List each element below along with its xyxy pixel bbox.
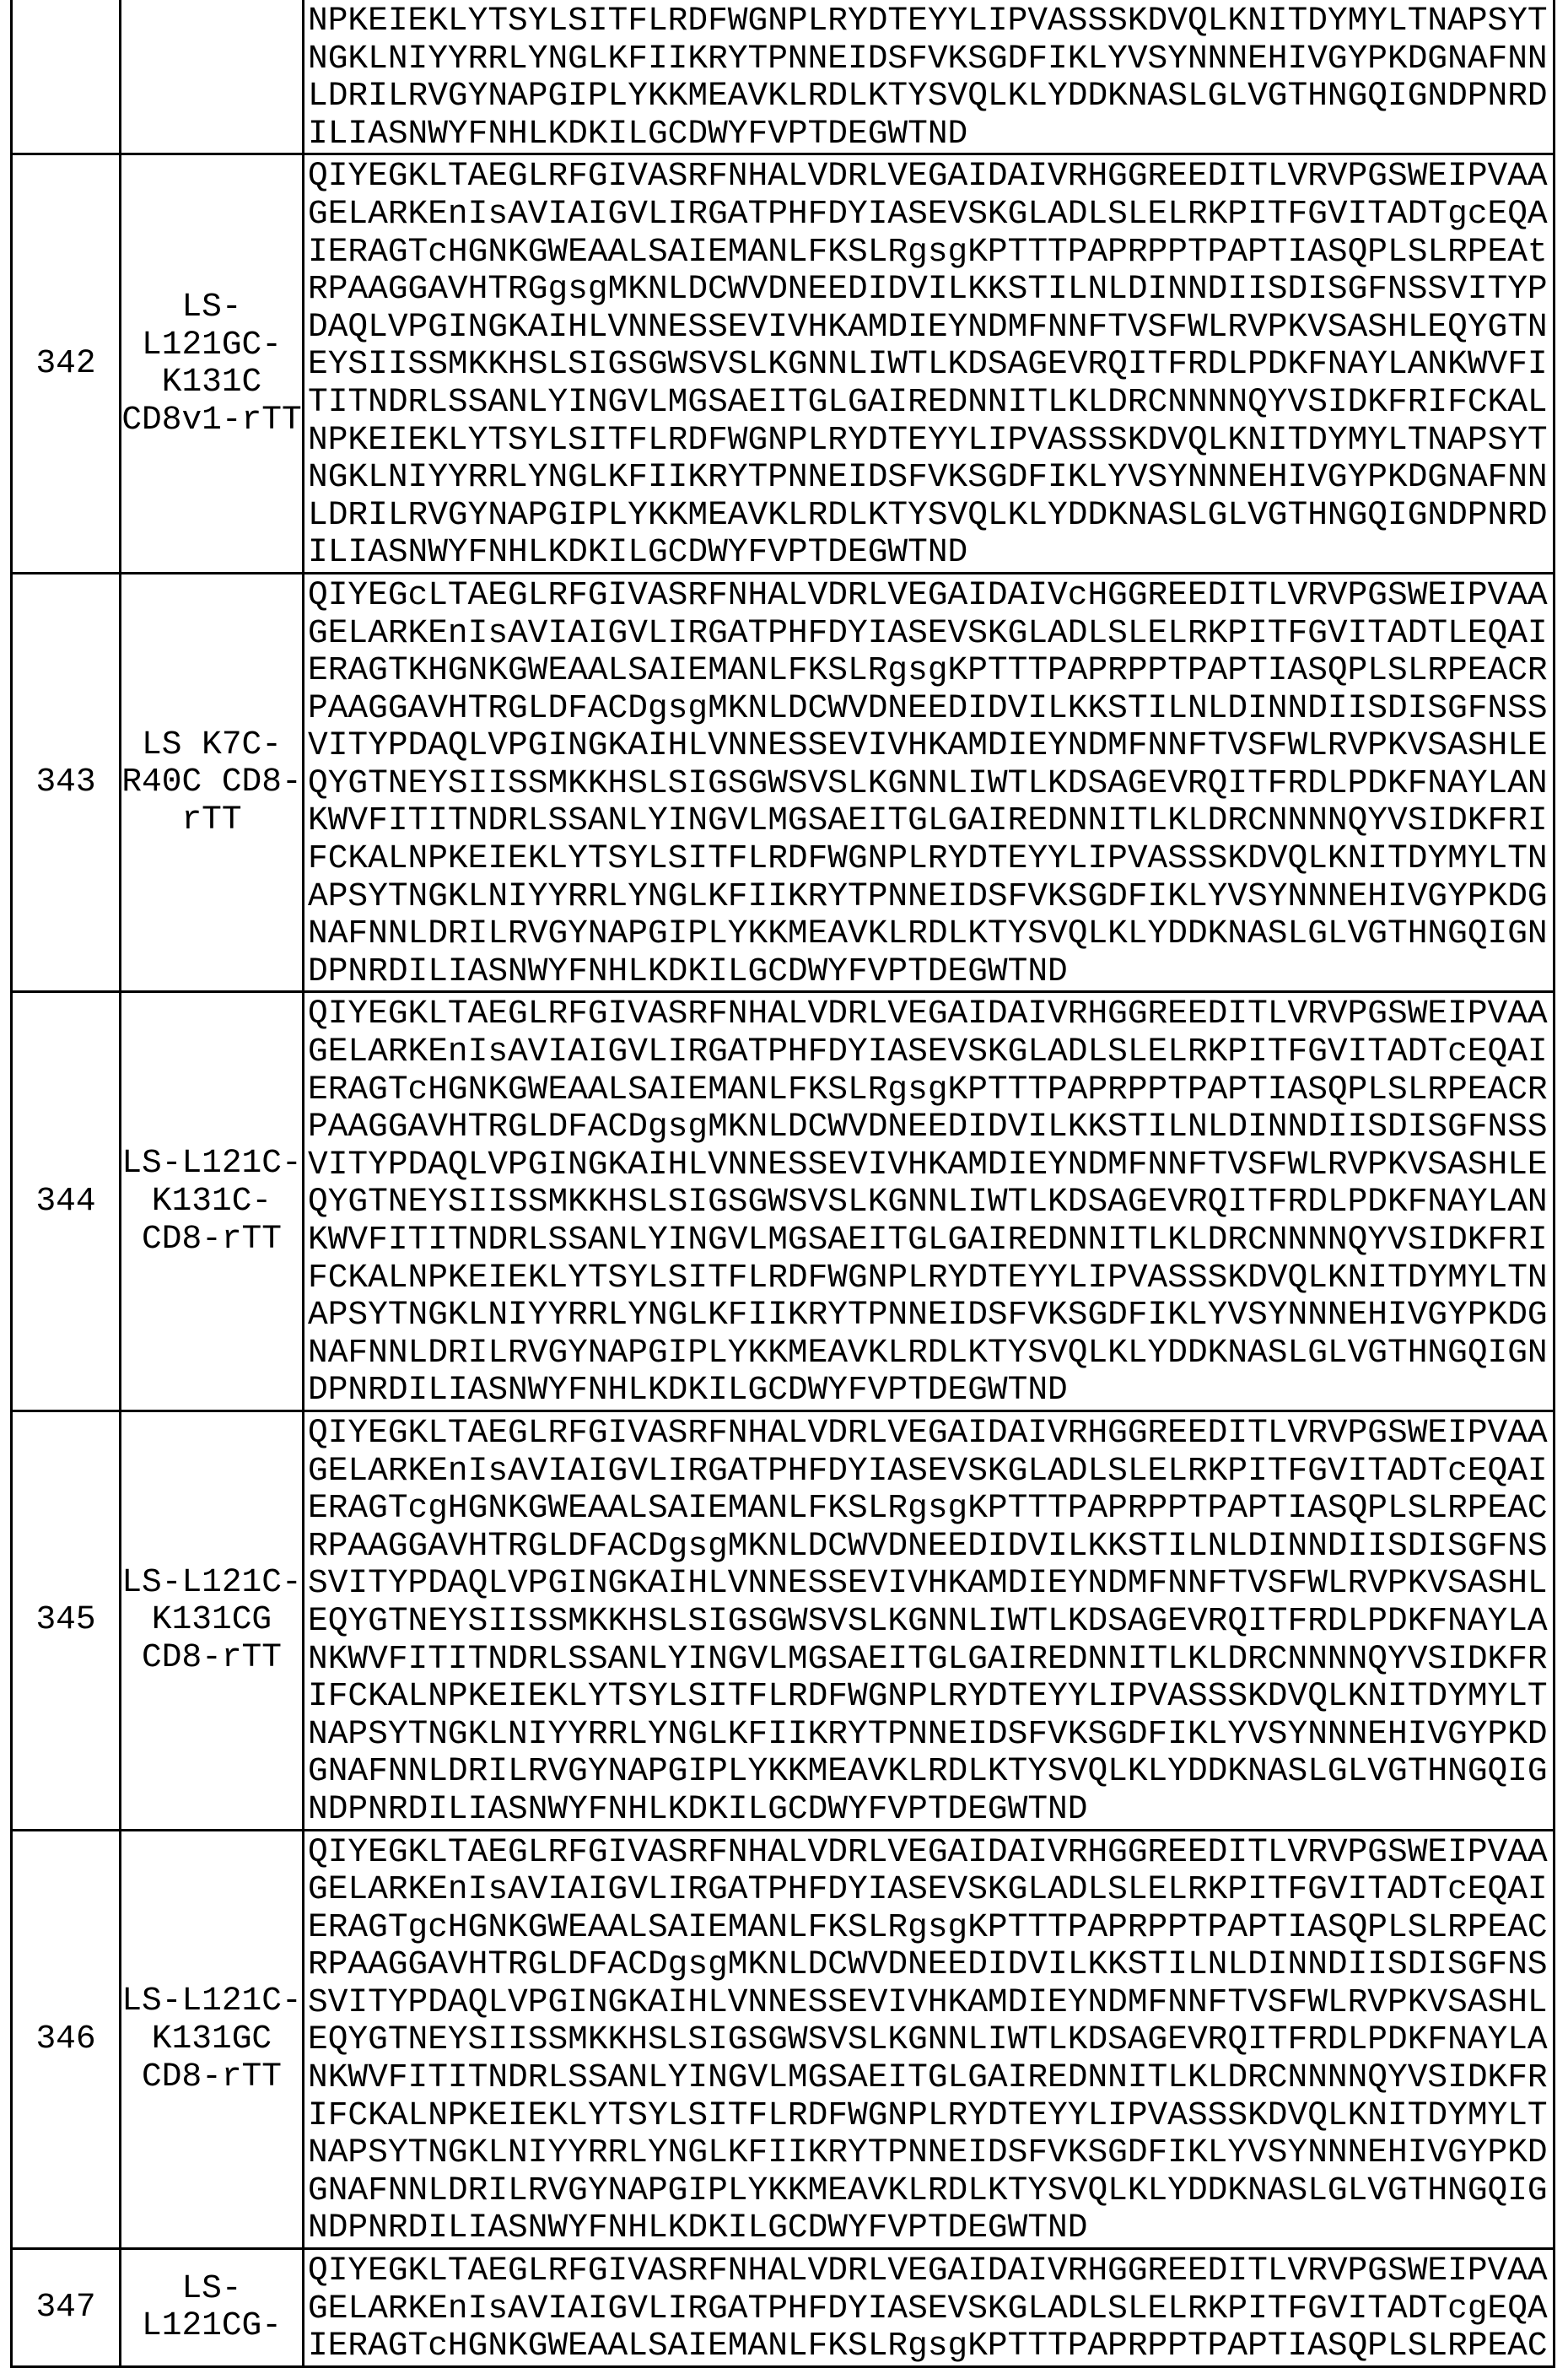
table-row [12,573,1555,992]
sequence-cell: QIYEGcLTAEGLRFGIVASRFNHALVDRLVEGAIDAIVcHGGREEDITLVRVPGSWEIPVAA GELARKEnIsAVIAIGVLIRGATPHFDYIASEVSKGLADLSLELRKPITFGVITADTLEQAI ERAGTKHGNKGWEAALSAIEMANLFKSLRgsgKPTTTPAPRPPTPAPTIASQPLSLRPEACR PAAGGAVHTRGLDFACDgsgMKNLDCWVDNEEDIDVILKKSTILNLDINNDIISDISGFNSS VITYPDAQLVPGINGKAIHLVNNESSEVIVHKAMDIEYNDMFNNFTVSFWLRVPKVSASHLE QYGTNEYSIISSMKKHSLSIGSGWSVSLKGNNLIWTLKDSAGEVRQITFRDLPDKFNAYLAN KWVFITITNDRLSSANLYINGVLMGSAEITGLGAIREDNNITLKLDRCNNNNQYVSIDKFRI FCKALNPKEIEKLYTSYLSITFLRDFWGNPLRYDTEYYLIPVASSSKDVQLKNITDYMYLTN APSYTNGKLNIYYRRLYNGLKFIIKRYTPNNEIDSFVKSGDFIKLYVSYNNNEHIVGYPKDG NAFNNLDRILRVGYNAPGIPLYKKMEAVKLRDLKTYSVQLKLYDDKNASLGLVGTHNGQIGN DPNRDILIASNWYFNHLKDKILGCDWYFVPTDEGWTND [304,573,1555,992]
sequence-cell: QIYEGKLTAEGLRFGIVASRFNHALVDRLVEGAIDAIVRHGGREEDITLVRVPGSWEIPVAA GELARKEnIsAVIAIGVLIRGATPHFDYIASEVSKGLADLSLELRKPITFGVITADTgcEQA IERAGTcHGNKGWEAALSAIEMANLFKSLRgsgKPTTTPAPRPPTPAPTIASQPLSLRPEAt RPAAGGAVHTRGgsgMKNLDCWVDNEEDIDVILKKSTILNLDINNDIISDISGFNSSVITYP DAQLVPGINGKAIHLVNNESSEVIVHKAMDIEYNDMFNNFTVSFWLRVPKVSASHLEQYGTN EYSIISSMKKHSLSIGSGWSVSLKGNNLIWTLKDSAGEVRQITFRDLPDKFNAYLANKWVFI TITNDRLSSANLYINGVLMGSAEITGLGAIREDNNITLKLDRCNNNNQYVSIDKFRIFCKAL NPKEIEKLYTSYLSITFLRDFWGNPLRYDTEYYLIPVASSSKDVQLKNITDYMYLTNAPSYT NGKLNIYYRRLYNGLKFIIKRYTPNNEIDSFVKSGDFIKLYVSYNNNEHIVGYPKDGNAFNN LDRILRVGYNAPGIPLYKKMEAVKLRDLKTYSVQLKLYDDKNASLGLVGTHNGQIGNDPNRD ILIASNWYFNHLKDKILGCDWYFVPTDEGWTND [304,154,1555,574]
sequence-cell: QIYEGKLTAEGLRFGIVASRFNHALVDRLVEGAIDAIVRHGGREEDITLVRVPGSWEIPVAA GELARKEnIsAVIAIGVLIRGATPHFDYIASEVSKGLADLSLELRKPITFGVITADTcEQAI ERAGTgcHGNKGWEAALSAIEMANLFKSLRgsgKPTTTPAPRPPTPAPTIASQPLSLRPEAC RPAAGGAVHTRGLDFACDgsgMKNLDCWVDNEEDIDVILKKSTILNLDINNDIISDISGFNS SVITYPDAQLVPGINGKAIHLVNNESSEVIVHKAMDIEYNDMFNNFTVSFWLRVPKVSASHL EQYGTNEYSIISSMKKHSLSIGSGWSVSLKGNNLIWTLKDSAGEVRQITFRDLPDKFNAYLA NKWVFITITNDRLSSANLYINGVLMGSAEITGLGAIREDNNITLKLDRCNNNNQYVSIDKFR IFCKALNPKEIEKLYTSYLSITFLRDFWGNPLRYDTEYYLIPVASSSKDVQLKNITDYMYLT NAPSYTNGKLNIYYRRLYNGLKFIIKRYTPNNEIDSFVKSGDFIKLYVSYNNNEHIVGYPKD GNAFNNLDRILRVGYNAPGIPLYKKMEAVKLRDLKTYSVQLKLYDDKNASLGLVGTHNGQIG NDPNRDILIASNWYFNHLKDKILGCDWYFVPTDEGWTND [304,1830,1555,2249]
sequence-id-cell: 345 [12,1411,121,1830]
construct-name-cell [121,0,304,154]
sequence-cell: QIYEGKLTAEGLRFGIVASRFNHALVDRLVEGAIDAIVRHGGREEDITLVRVPGSWEIPVAA GELARKEnIsAVIAIGVLIRGATPHFDYIASEVSKGLADLSLELRKPITFGVITADTcgEQA IERAGTcHGNKGWEAALSAIEMANLFKSLRgsgKPTTTPAPRPPTPAPTIASQPLSLRPEAC [304,2249,1555,2367]
construct-name-cell: LS-L121C- K131GC CD8-rTT [121,1830,304,2249]
construct-name-cell: LS- L121GC- K131C CD8v1-rTT [121,154,304,574]
table-row [12,2249,1555,2367]
construct-name-cell: LS-L121C- K131C- CD8-rTT [121,992,304,1411]
sequence-cell: QIYEGKLTAEGLRFGIVASRFNHALVDRLVEGAIDAIVRHGGREEDITLVRVPGSWEIPVAA GELARKEnIsAVIAIGVLIRGATPHFDYIASEVSKGLADLSLELRKPITFGVITADTcEQAI ERAGTcHGNKGWEAALSAIEMANLFKSLRgsgKPTTTPAPRPPTPAPTIASQPLSLRPEACR PAAGGAVHTRGLDFACDgsgMKNLDCWVDNEEDIDVILKKSTILNLDINNDIISDISGFNSS VITYPDAQLVPGINGKAIHLVNNESSEVIVHKAMDIEYNDMFNNFTVSFWLRVPKVSASHLE QYGTNEYSIISSMKKHSLSIGSGWSVSLKGNNLIWTLKDSAGEVRQITFRDLPDKFNAYLAN KWVFITITNDRLSSANLYINGVLMGSAEITGLGAIREDNNITLKLDRCNNNNQYVSIDKFRI FCKALNPKEIEKLYTSYLSITFLRDFWGNPLRYDTEYYLIPVASSSKDVQLKNITDYMYLTN APSYTNGKLNIYYRRLYNGLKFIIKRYTPNNEIDSFVKSGDFIKLYVSYNNNEHIVGYPKDG NAFNNLDRILRVGYNAPGIPLYKKMEAVKLRDLKTYSVQLKLYDDKNASLGLVGTHNGQIGN DPNRDILIASNWYFNHLKDKILGCDWYFVPTDEGWTND [304,992,1555,1411]
sequence-cell: QIYEGKLTAEGLRFGIVASRFNHALVDRLVEGAIDAIVRHGGREEDITLVRVPGSWEIPVAA GELARKEnIsAVIAIGVLIRGATPHFDYIASEVSKGLADLSLELRKPITFGVITADTcEQAI ERAGTcgHGNKGWEAALSAIEMANLFKSLRgsgKPTTTPAPRPPTPAPTIASQPLSLRPEAC RPAAGGAVHTRGLDFACDgsgMKNLDCWVDNEEDIDVILKKSTILNLDINNDIISDISGFNS SVITYPDAQLVPGINGKAIHLVNNESSEVIVHKAMDIEYNDMFNNFTVSFWLRVPKVSASHL EQYGTNEYSIISSMKKHSLSIGSGWSVSLKGNNLIWTLKDSAGEVRQITFRDLPDKFNAYLA NKWVFITITNDRLSSANLYINGVLMGSAEITGLGAIREDNNITLKLDRCNNNNQYVSIDKFR IFCKALNPKEIEKLYTSYLSITFLRDFWGNPLRYDTEYYLIPVASSSKDVQLKNITDYMYLT NAPSYTNGKLNIYYRRLYNGLKFIIKRYTPNNEIDSFVKSGDFIKLYVSYNNNEHIVGYPKD GNAFNNLDRILRVGYNAPGIPLYKKMEAVKLRDLKTYSVQLKLYDDKNASLGLVGTHNGQIG NDPNRDILIASNWYFNHLKDKILGCDWYFVPTDEGWTND [304,1411,1555,1830]
table-row [12,0,1555,154]
table-row [12,1411,1555,1830]
sequence-id-cell: 342 [12,154,121,574]
construct-name-cell: LS-L121C- K131CG CD8-rTT [121,1411,304,1830]
table-row [12,992,1555,1411]
sequence-table-body [12,0,1555,2366]
sequence-id-cell: 344 [12,992,121,1411]
sequence-id-cell [12,0,121,154]
table-row [12,154,1555,574]
sequence-cell: NPKEIEKLYTSYLSITFLRDFWGNPLRYDTEYYLIPVASSSKDVQLKNITDYMYLTNAPSYT NGKLNIYYRRLYNGLKFIIKRYTPNNEIDSFVKSGDFIKLYVSYNNNEHIVGYPKDGNAFNN LDRILRVGYNAPGIPLYKKMEAVKLRDLKTYSVQLKLYDDKNASLGLVGTHNGQIGNDPNRD ILIASNWYFNHLKDKILGCDWYFVPTDEGWTND [304,0,1555,154]
sequence-id-cell: 347 [12,2249,121,2367]
sequence-table [10,0,1555,2368]
table-row [12,1830,1555,2249]
sequence-id-cell: 346 [12,1830,121,2249]
construct-name-cell: LS- L121CG- [121,2249,304,2367]
construct-name-cell: LS K7C- R40C CD8- rTT [121,573,304,992]
sequence-id-cell: 343 [12,573,121,992]
